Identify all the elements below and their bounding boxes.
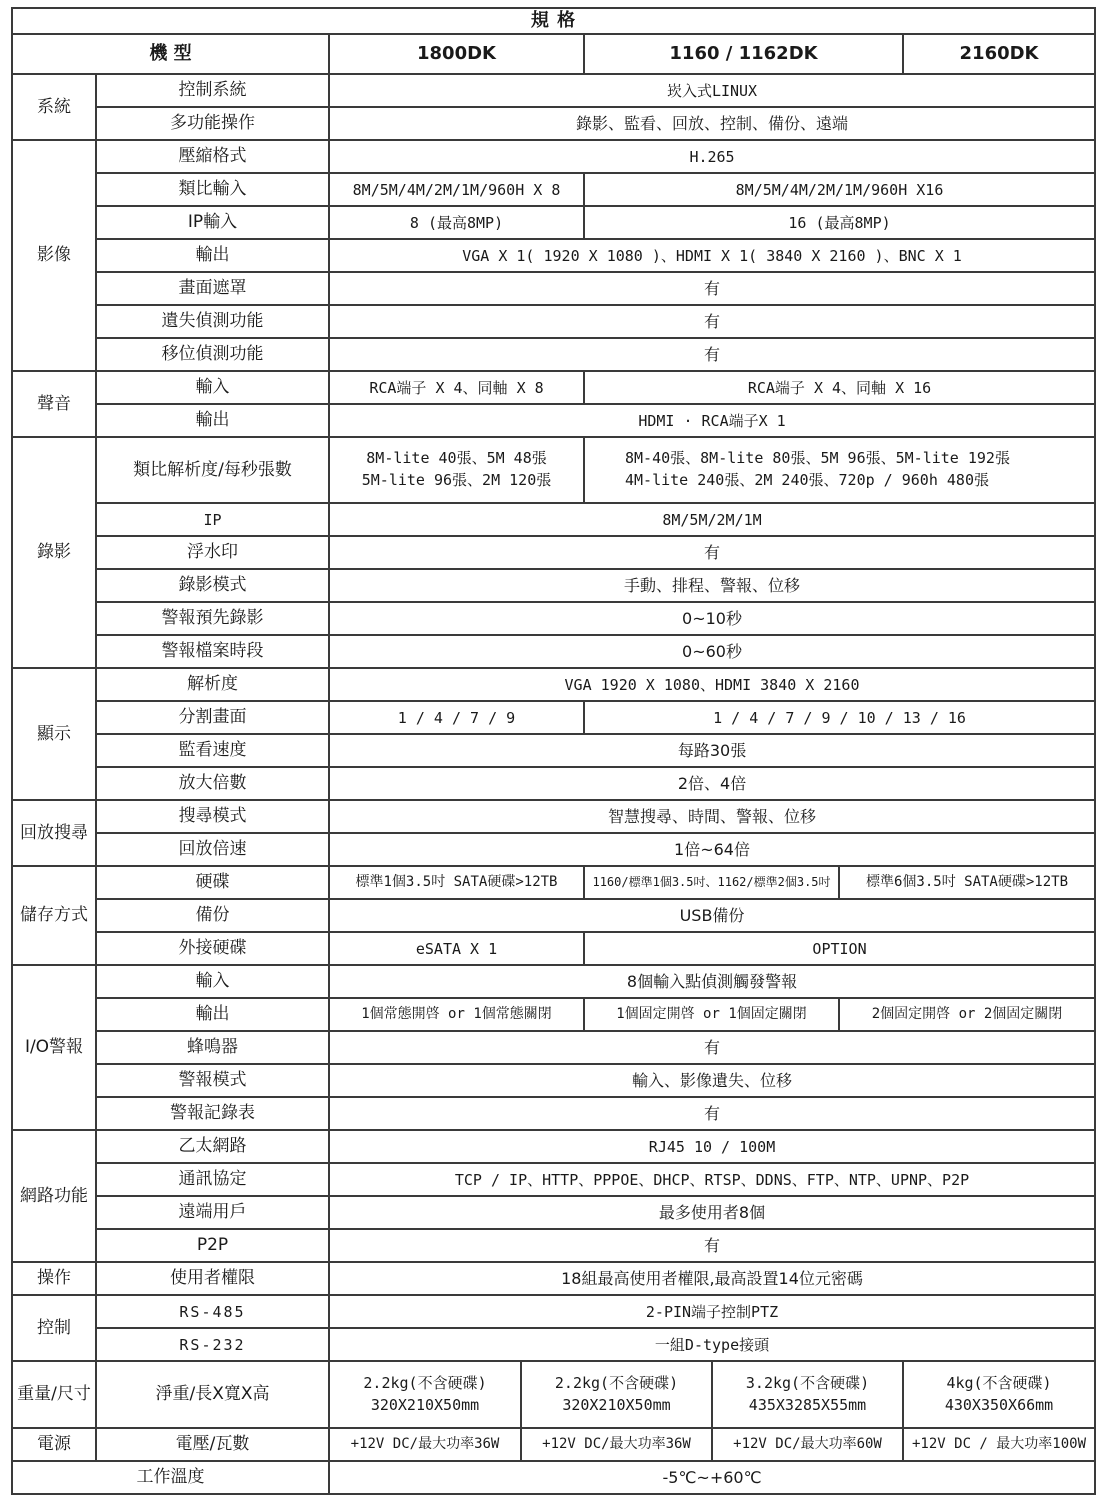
value-hdd-1800: 標準1個3.5吋 SATA硬碟>12TB	[329, 866, 584, 899]
category-playback: 回放搜尋	[12, 800, 96, 866]
value-rs485: 2-PIN端子控制PTZ	[329, 1295, 1095, 1328]
value-analog-resolution-other	[584, 437, 1095, 503]
value-control-system: 崁入式LINUX	[329, 74, 1095, 107]
feature-operating-temperature: 工作溫度	[12, 1461, 329, 1494]
feature-recording-mode: 錄影模式	[96, 569, 329, 602]
size-2160: 430X350X66mm	[944, 1395, 1054, 1414]
value-multi-function: 錄影、監看、回放、控制、備份、遠端	[329, 107, 1095, 140]
feature-control-system: 控制系統	[96, 74, 329, 107]
feature-weight-size: 淨重/長X寬X高	[96, 1361, 329, 1428]
value-protocol: TCP / IP、HTTP、PPPOE、DHCP、RTSP、DDNS、FTP、NTP、UPNP、P2P	[329, 1163, 1095, 1196]
category-network: 網路功能	[12, 1130, 96, 1262]
feature-alarm-mode: 警報模式	[96, 1064, 329, 1097]
category-weight-size: 重量/尺寸	[12, 1361, 96, 1428]
feature-alarm-input: 輸入	[96, 965, 329, 998]
value-rs232: 一組D-type接頭	[329, 1328, 1095, 1361]
value-motion-detect: 有	[329, 338, 1095, 371]
value-operating-temperature: -5℃~+60℃	[329, 1461, 1095, 1494]
table-title: 規 格	[12, 8, 1095, 34]
spec-table	[11, 7, 1096, 1495]
feature-motion-detect: 移位偵測功能	[96, 338, 329, 371]
feature-ethernet: 乙太網路	[96, 1130, 329, 1163]
category-control: 控制	[12, 1295, 96, 1361]
feature-compression: 壓縮格式	[96, 140, 329, 173]
value-power-1162: +12V DC/最大功率60W	[712, 1428, 903, 1461]
feature-recording-ip: IP	[96, 503, 329, 536]
size-1162: 435X3285X55mm	[748, 1395, 867, 1414]
feature-zoom: 放大倍數	[96, 767, 329, 800]
feature-analog-input: 類比輸入	[96, 173, 329, 206]
value-hdd-1160: 1160/標準1個3.5吋、1162/標準2個3.5吋	[584, 866, 839, 899]
model-1160-1162dk: 1160 / 1162DK	[584, 34, 903, 74]
feature-backup: 備份	[96, 899, 329, 932]
value-weight-1162	[712, 1361, 903, 1428]
category-display: 顯示	[12, 668, 96, 800]
value-external-hdd-other: OPTION	[584, 932, 1095, 965]
value-recording-ip: 8M/5M/2M/1M	[329, 503, 1095, 536]
feature-external-hdd: 外接硬碟	[96, 932, 329, 965]
weight-1800: 2.2kg(不含硬碟)	[363, 1373, 487, 1392]
value-compression: H.265	[329, 140, 1095, 173]
value-view-speed: 每路30張	[329, 734, 1095, 767]
feature-multi-function: 多功能操作	[96, 107, 329, 140]
value-search-mode: 智慧搜尋、時間、警報、位移	[329, 800, 1095, 833]
weight-1162: 3.2kg(不含硬碟)	[745, 1373, 870, 1392]
value-buzzer: 有	[329, 1031, 1095, 1064]
value-ip-input-other: 16 (最高8MP)	[584, 206, 1095, 239]
feature-user-rights: 使用者權限	[96, 1262, 329, 1295]
value-alarm-output-1160: 1個固定開啓 or 1個固定關閉	[584, 998, 839, 1031]
analog-resolution-other-line1: 8M-40張、8M-lite 80張、5M 96張、5M-lite 192張	[625, 449, 1010, 468]
feature-search-mode: 搜尋模式	[96, 800, 329, 833]
value-split-screen-other: 1 / 4 / 7 / 9 / 10 / 13 / 16	[584, 701, 1095, 734]
category-video: 影像	[12, 140, 96, 371]
feature-playback-speed: 回放倍速	[96, 833, 329, 866]
value-alarm-input: 8個輸入點偵測觸發警報	[329, 965, 1095, 998]
feature-privacy-mask: 畫面遮罩	[96, 272, 329, 305]
value-user-rights: 18組最高使用者權限,最高設置14位元密碼	[329, 1262, 1095, 1295]
weight-1160: 2.2kg(不含硬碟)	[554, 1373, 679, 1392]
value-power-1160: +12V DC/最大功率36W	[521, 1428, 712, 1461]
feature-watermark: 浮水印	[96, 536, 329, 569]
category-storage: 儲存方式	[12, 866, 96, 965]
analog-resolution-other-line2: 4M-lite 240張、2M 240張、720p / 960h 480張	[625, 471, 989, 489]
category-audio: 聲音	[12, 371, 96, 437]
value-analog-input-other: 8M/5M/4M/2M/1M/960H X16	[584, 173, 1095, 206]
feature-rs485: RS-485	[96, 1295, 329, 1328]
feature-protocol: 通訊協定	[96, 1163, 329, 1196]
value-audio-output: HDMI · RCA端子X 1	[329, 404, 1095, 437]
feature-audio-input: 輸入	[96, 371, 329, 404]
value-zoom: 2倍、4倍	[329, 767, 1095, 800]
value-weight-1800	[329, 1361, 521, 1428]
value-playback-speed: 1倍~64倍	[329, 833, 1095, 866]
feature-view-speed: 監看速度	[96, 734, 329, 767]
feature-buzzer: 蜂鳴器	[96, 1031, 329, 1064]
feature-ip-input: IP輸入	[96, 206, 329, 239]
category-recording: 錄影	[12, 437, 96, 668]
feature-prealarm: 警報預先錄影	[96, 602, 329, 635]
feature-video-output: 輸出	[96, 239, 329, 272]
feature-alarm-output: 輸出	[96, 998, 329, 1031]
size-1160: 320X210X50mm	[562, 1395, 671, 1414]
value-video-output: VGA X 1( 1920 X 1080 )、HDMI X 1( 3840 X 2160 )、BNC X 1	[329, 239, 1095, 272]
value-power-1800: +12V DC/最大功率36W	[329, 1428, 521, 1461]
feature-remote-users: 遠端用戶	[96, 1196, 329, 1229]
category-io-alarm: I/O警報	[12, 965, 96, 1130]
value-hdd-2160: 標準6個3.5吋 SATA硬碟>12TB	[839, 866, 1095, 899]
feature-alarm-period: 警報檔案時段	[96, 635, 329, 668]
value-backup: USB備份	[329, 899, 1095, 932]
value-prealarm: 0~10秒	[329, 602, 1095, 635]
category-power: 電源	[12, 1428, 96, 1461]
value-p2p: 有	[329, 1229, 1095, 1262]
value-external-hdd-1800: eSATA X 1	[329, 932, 584, 965]
weight-2160: 4kg(不含硬碟)	[946, 1373, 1052, 1392]
feature-rs232: RS-232	[96, 1328, 329, 1361]
value-remote-users: 最多使用者8個	[329, 1196, 1095, 1229]
feature-display-resolution: 解析度	[96, 668, 329, 701]
category-system: 系統	[12, 74, 96, 140]
value-alarm-output-1800: 1個常態開啓 or 1個常態關閉	[329, 998, 584, 1031]
model-header-label: 機 型	[12, 34, 329, 74]
feature-audio-output: 輸出	[96, 404, 329, 437]
model-2160dk: 2160DK	[903, 34, 1095, 74]
value-display-resolution: VGA 1920 X 1080、HDMI 3840 X 2160	[329, 668, 1095, 701]
value-recording-mode: 手動、排程、警報、位移	[329, 569, 1095, 602]
value-alarm-log: 有	[329, 1097, 1095, 1130]
feature-power: 電壓/瓦數	[96, 1428, 329, 1461]
value-analog-resolution-1800	[329, 437, 584, 503]
value-privacy-mask: 有	[329, 272, 1095, 305]
value-weight-2160	[903, 1361, 1095, 1428]
feature-video-loss: 遺失偵測功能	[96, 305, 329, 338]
value-watermark: 有	[329, 536, 1095, 569]
value-split-screen-1800: 1 / 4 / 7 / 9	[329, 701, 584, 734]
category-operation: 操作	[12, 1262, 96, 1295]
feature-split-screen: 分割畫面	[96, 701, 329, 734]
value-analog-input-1800: 8M/5M/4M/2M/1M/960H X 8	[329, 173, 584, 206]
feature-p2p: P2P	[96, 1229, 329, 1262]
feature-analog-resolution: 類比解析度/每秒張數	[96, 437, 329, 503]
feature-alarm-log: 警報記錄表	[96, 1097, 329, 1130]
feature-hdd: 硬碟	[96, 866, 329, 899]
value-power-2160: +12V DC / 最大功率100W	[903, 1428, 1095, 1461]
analog-resolution-1800-line2: 5M-lite 96張、2M 120張	[361, 471, 552, 489]
value-weight-1160	[521, 1361, 712, 1428]
model-1800dk: 1800DK	[329, 34, 584, 74]
value-ethernet: RJ45 10 / 100M	[329, 1130, 1095, 1163]
value-alarm-output-2160: 2個固定開啓 or 2個固定關閉	[839, 998, 1095, 1031]
analog-resolution-1800-line1: 8M-lite 40張、5M 48張	[366, 449, 547, 468]
value-video-loss: 有	[329, 305, 1095, 338]
value-alarm-mode: 輸入、影像遺失、位移	[329, 1064, 1095, 1097]
size-1800: 320X210X50mm	[370, 1395, 480, 1414]
value-alarm-period: 0~60秒	[329, 635, 1095, 668]
value-ip-input-1800: 8 (最高8MP)	[329, 206, 584, 239]
value-audio-input-other: RCA端子 X 4、同軸 X 16	[584, 371, 1095, 404]
value-audio-input-1800: RCA端子 X 4、同軸 X 8	[329, 371, 584, 404]
